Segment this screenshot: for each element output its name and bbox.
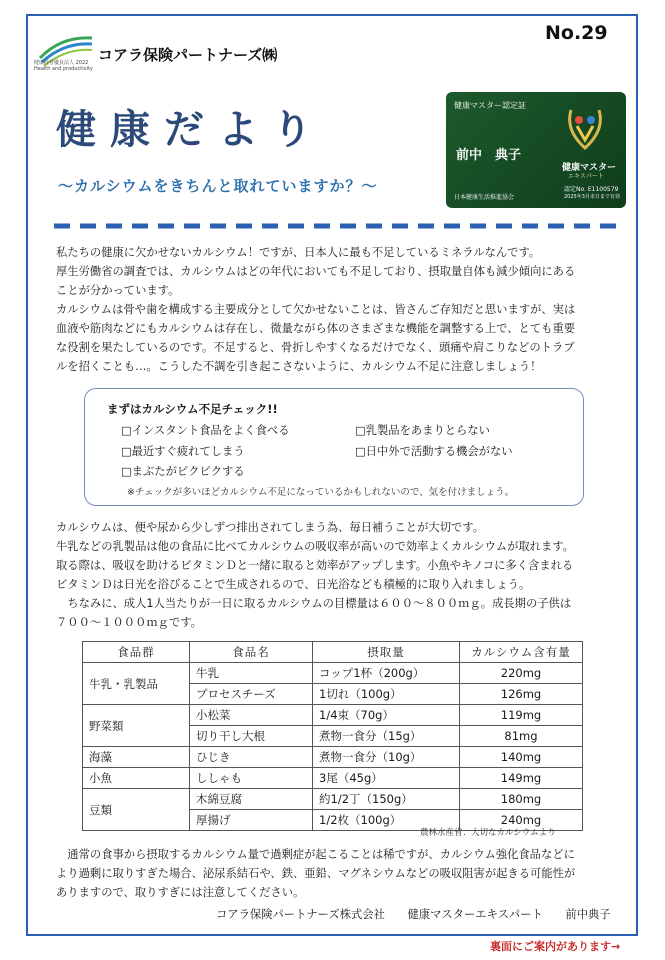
intro-line: カルシウムは骨や歯を構成する主要成分として欠かせないことは、皆さんご存知だと思いますが、実は: [56, 303, 576, 316]
food-name-cell: 切り干し大根: [190, 726, 313, 747]
middle-line: 牛乳などの乳製品は他の食品に比べてカルシウムの吸収率が高いので効率よくカルシウムが取れます。: [56, 540, 574, 553]
intake-cell: 煮物一食分（10g）: [313, 747, 460, 768]
checklist-note: ※チェックが多いほどカルシウム不足になっているかもしれないので、気を付けましょう。: [127, 487, 515, 498]
company-name: コアラ保険パートナーズ㈱: [98, 46, 278, 64]
page-subtitle: ～カルシウムをきちんと取れていますか？～: [58, 177, 378, 195]
middle-line: ビタミンＤは日光を浴びることで生成されるので、日光浴なども積極的に取り入れましょう。: [56, 578, 531, 591]
checklist-item: □乳製品をあまりとらない: [355, 424, 490, 437]
food-group-cell: 野菜類: [83, 705, 190, 747]
calcium-table: [82, 641, 583, 831]
middle-line: ちなみに、成人1人当たりが一日に取るカルシウムの目標量は６００～８００ｍｇ。成長期の子供は: [56, 597, 572, 610]
calcium-cell: 220mg: [460, 663, 583, 684]
table-source: 農林水産省：大切なカルシウムより: [420, 828, 556, 838]
card-badge-title: 健康マスター: [562, 163, 617, 173]
intro-line: 私たちの健康に欠かせないカルシウム！ですが、日本人に最も不足しているミネラルなんです。: [56, 246, 541, 259]
checklist-item: □まぶたがピクピクする: [121, 465, 245, 478]
intake-cell: 3尾（45g）: [313, 768, 460, 789]
calcium-cell: 240mg: [460, 810, 583, 831]
middle-line: ７００～１０００ｍｇです。: [56, 616, 202, 629]
checklist-item: □日中外で活動する機会がない: [355, 445, 513, 458]
calcium-checklist: [84, 388, 584, 506]
checklist-heading: まずはカルシウム不足チェック!!: [107, 402, 278, 416]
table-header: カルシウム含有量: [460, 642, 583, 663]
calcium-cell: 140mg: [460, 747, 583, 768]
card-label: 健康マスター認定証: [454, 101, 526, 110]
table-header: 食品名: [190, 642, 313, 663]
intake-cell: 約1/2丁（150g）: [313, 789, 460, 810]
intake-cell: 煮物一食分（15g）: [313, 726, 460, 747]
calcium-cell: 119mg: [460, 705, 583, 726]
table-header-row: [83, 642, 583, 663]
food-name-cell: 木綿豆腐: [190, 789, 313, 810]
card-holder-name: 前中 典子: [456, 148, 522, 163]
food-group-cell: 牛乳・乳製品: [83, 663, 190, 705]
checklist-item: □最近すぐ疲れてしまう: [121, 445, 245, 458]
intake-cell: 1/4束（70g）: [313, 705, 460, 726]
middle-line: カルシウムは、便や尿から少しずつ排出されてしまう為、毎日補うことが大切です。: [56, 521, 484, 534]
food-group-cell: 豆類: [83, 789, 190, 831]
food-name-cell: 牛乳: [190, 663, 313, 684]
health-master-card: [446, 92, 626, 208]
logo-caption: 健康経営優良法人 2022 Health and productivity: [34, 60, 93, 72]
food-name-cell: ひじき: [190, 747, 313, 768]
intro-line: 厚生労働省の調査では、カルシウムはどの年代においても不足しており、摂取量自体も減少傾向にある: [56, 265, 576, 278]
calcium-cell: 126mg: [460, 684, 583, 705]
intro-line: な役割を果たしているのです。不足すると、骨折しやすくなるだけでなく、頭痛や肩こりなどのトラブ: [56, 341, 575, 354]
intro-text: [56, 243, 628, 376]
calcium-cell: 81mg: [460, 726, 583, 747]
table-row: [83, 705, 583, 726]
intro-line: 血液や筋肉などにもカルシウムは存在し、微量ながら体のさまざまな機能を調整する上で、とても重要: [56, 322, 576, 335]
intake-cell: 1切れ（100g）: [313, 684, 460, 705]
table-header: 摂取量: [313, 642, 460, 663]
table-header: 食品群: [83, 642, 190, 663]
food-group-cell: 海藻: [83, 747, 190, 768]
food-name-cell: プロセスチーズ: [190, 684, 313, 705]
intake-cell: コップ1杯（200g）: [313, 663, 460, 684]
closing-line: ありますので、取りすぎには注意してください。: [56, 886, 305, 899]
food-group-cell: 小魚: [83, 768, 190, 789]
intro-line: ことが分かっています。: [56, 284, 180, 297]
food-name-cell: 厚揚げ: [190, 810, 313, 831]
middle-text: [56, 518, 628, 632]
page-title: 健康だより: [56, 107, 326, 153]
intake-cell: 1/2枚（100g）: [313, 810, 460, 831]
dashed-divider: [54, 223, 626, 229]
table-row: [83, 768, 583, 789]
intro-line: ルを招くことも…。こうした不調を引き起こさないように、カルシウム不足に注意しましょう！: [56, 360, 542, 373]
card-badge-sub: エキスパート: [568, 173, 604, 180]
middle-line: 取る際は、吸収を助けるビタミンＤと一緒に取ると効率がアップします。小魚やキノコに多く含まれる: [56, 559, 574, 572]
issue-number: No.29: [545, 22, 608, 44]
calcium-cell: 149mg: [460, 768, 583, 789]
food-name-cell: ししゃも: [190, 768, 313, 789]
card-organization: 日本健康生活推進協会: [454, 194, 515, 201]
table-row: [83, 663, 583, 684]
closing-line: 通常の食事から摂取するカルシウム量で過剰症が起こることは稀ですが、カルシウム強化食品などに: [56, 848, 575, 861]
card-expiry: 2025年3月末日まで有効: [564, 194, 620, 200]
signature: コアラ保険パートナーズ株式会社 健康マスターエキスパート 前中典子: [216, 908, 611, 921]
card-cert-number: 認定No. E1100579: [564, 186, 619, 193]
back-page-note: 裏面にご案内があります→: [490, 940, 621, 953]
laurel-badge-icon: [563, 102, 607, 154]
calcium-cell: 180mg: [460, 789, 583, 810]
table-row: [83, 789, 583, 810]
closing-line: より過剰に取りすぎた場合、泌尿系結石や、鉄、亜鉛、マグネシウムなどの吸収阻害が起きる可能性が: [56, 867, 576, 880]
food-name-cell: 小松菜: [190, 705, 313, 726]
closing-text: [56, 845, 628, 902]
table-row: [83, 747, 583, 768]
checklist-item: □インスタント食品をよく食べる: [121, 424, 290, 437]
